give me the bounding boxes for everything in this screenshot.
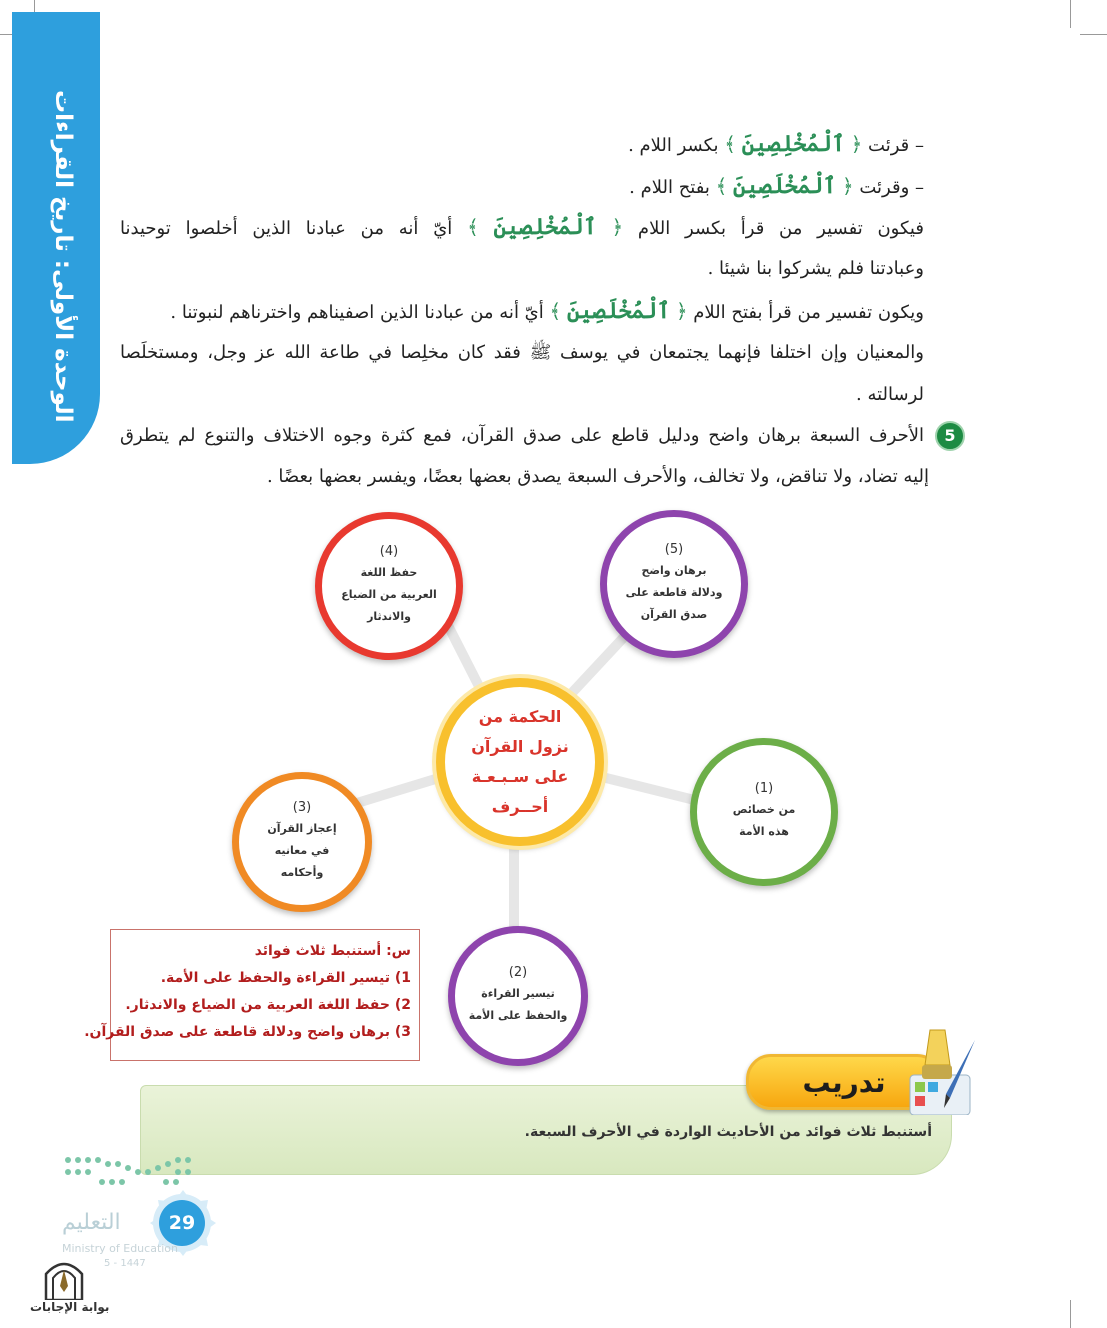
diagram-node-4	[315, 512, 463, 660]
point-number-badge: 5	[935, 421, 965, 451]
answer-item-1: 1) تيسير القراءة والحفظ على الأمة.	[160, 970, 411, 986]
text-line-7: لرسالته .	[856, 384, 924, 405]
ministry-logo-dots-icon	[62, 1154, 202, 1194]
node-text: ودلالة قاطعة على	[625, 586, 723, 599]
ministry-year: 5 - 1447	[104, 1258, 146, 1269]
node-number: (3)	[292, 800, 312, 815]
center-text: على سـبـعـة	[471, 767, 569, 786]
bracket-icon: ﴿	[611, 215, 624, 239]
node-number: (2)	[508, 965, 528, 980]
answer-question: س: أستنبط ثلاث فوائد	[254, 943, 411, 959]
diagram-center-node	[436, 678, 604, 846]
line-3-prefix: فيكون تفسير من قرأ بكسر اللام	[637, 218, 924, 239]
node-text: في معانيه	[274, 844, 330, 857]
node-text: صدق القرآن	[640, 608, 708, 621]
text-line-1	[628, 129, 924, 161]
bracket-icon: ﴿	[841, 174, 854, 198]
handwritten-answer-box	[84, 929, 420, 1061]
crop-mark	[1070, 1300, 1071, 1328]
line-5-prefix: ويكون تفسير من قرأ بفتح اللام	[693, 302, 924, 323]
quran-word: ٱلْمُخْلَصِينَ	[566, 298, 671, 324]
line-3-suffix: أيّ أنه من عبادنا الذين أخلصوا توحيدنا	[120, 218, 453, 239]
line-2-suffix: بفتح اللام .	[629, 177, 710, 198]
bracket-icon: ﴿	[675, 299, 688, 323]
node-text: العربية من الضياع	[341, 588, 437, 601]
portal-logo-icon	[42, 1256, 86, 1300]
center-text: نزول القرآن	[471, 737, 569, 756]
diagram-node-1	[690, 738, 838, 886]
center-text: الحكمة من	[478, 707, 562, 726]
text-line-5	[170, 296, 924, 328]
bracket-icon: ﴾	[467, 215, 479, 239]
line-1-prefix: – قرئت	[868, 135, 924, 156]
answer-item-2: 2) حفظ اللغة العربية من الضياع والاندثار.	[125, 997, 411, 1013]
unit-title: الوحدة الأولى: تاريخ القراءات	[50, 90, 76, 423]
bracket-icon: ﴾	[724, 132, 736, 156]
answer-item-3: 3) برهان واضح ودلالة قاطعة على صدق القرآن.	[84, 1024, 411, 1040]
center-text: أحــرف	[491, 797, 549, 816]
bracket-icon: ﴾	[549, 299, 562, 323]
ministry-name-ar: التعليم	[62, 1210, 121, 1235]
diagram-node-3	[232, 772, 372, 912]
line-2-prefix: – وقرئت	[859, 177, 924, 198]
node-number: (4)	[379, 544, 399, 559]
node-text: من خصائص	[732, 803, 796, 816]
quran-word: ٱلْمُخْلِصِينَ	[493, 214, 597, 240]
bracket-icon: ﴾	[715, 174, 728, 198]
node-text: وأحكامه	[280, 866, 324, 879]
node-text: هذه الأمة	[739, 825, 789, 838]
diagram-node-2	[448, 926, 588, 1066]
crop-mark	[1080, 34, 1107, 35]
node-text: حفظ اللغة	[360, 566, 418, 579]
line-5-suffix: أيّ أنه من عبادنا الذين اصفيناهم واخترناهم لنبوتنا .	[170, 302, 544, 323]
text-line-8: الأحرف السبعة برهان واضح ودليل قاطع على صدق القرآن، فمع كثرة وجوه الاختلاف والتنوع لم يتطرق	[120, 425, 924, 446]
quran-word: ٱلْمُخْلِصِينَ	[741, 131, 845, 157]
diagram-node-5	[600, 510, 748, 658]
portal-name: بوابة الإجابات	[30, 1300, 110, 1314]
node-text: والحفظ على الأمة	[468, 1009, 568, 1022]
node-text: والاندثار	[367, 610, 411, 623]
line-1-suffix: بكسر اللام .	[628, 135, 719, 156]
text-line-2	[629, 171, 924, 203]
node-text: تيسير القراءة	[481, 987, 555, 1000]
bracket-icon: ﴿	[850, 132, 863, 156]
pen-inkwell-icon	[900, 1020, 985, 1115]
quran-word: ٱلْمُخْلَصِينَ	[733, 173, 837, 199]
crop-mark	[1070, 0, 1071, 28]
node-text: برهان واضح	[641, 564, 707, 577]
training-text: أستنبط ثلاث فوائد من الأحاديث الواردة في الأحرف السبعة.	[524, 1124, 932, 1140]
node-number: (5)	[664, 542, 684, 557]
training-label: تدريب	[746, 1054, 942, 1110]
text-line-3	[120, 212, 924, 244]
text-line-6: والمعنيان وإن اختلفا فإنهما يجتمعان في يوسف ﷺ فقد كان مخلِصا في طاعة الله عز وجل، ومستخلَصا	[120, 342, 924, 363]
node-number: (1)	[754, 781, 774, 796]
ministry-name-en: Ministry of Education	[62, 1242, 179, 1255]
page-number: 29	[159, 1200, 205, 1246]
text-line-4: وعبادتنا فلم يشركوا بنا شيئا .	[707, 258, 924, 279]
text-line-9: إليه تضاد، ولا تناقض، ولا تخالف، والأحرف السبعة يصدق بعضها بعضًا، ويفسر بعضها بعضًا .	[266, 466, 929, 487]
node-text: إعجاز القرآن	[267, 822, 337, 835]
